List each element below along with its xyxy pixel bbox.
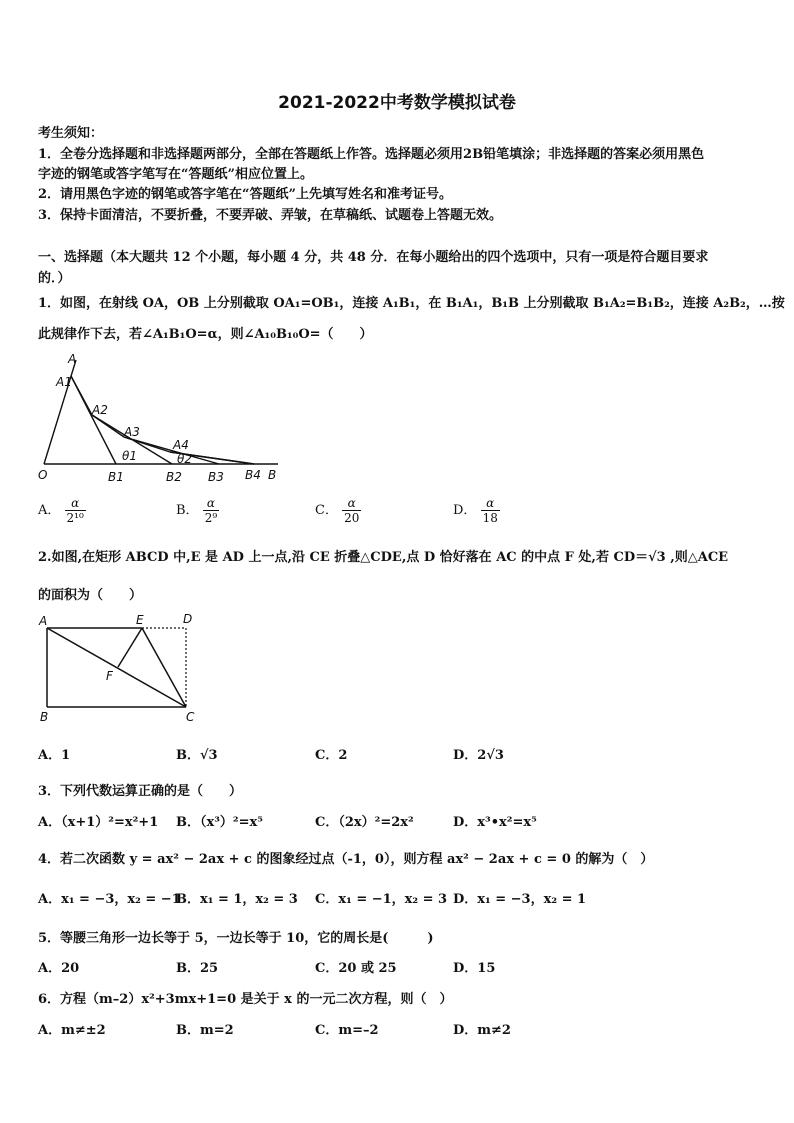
q1-options <box>38 496 758 532</box>
q1-figure <box>36 352 286 486</box>
q5-option-a[interactable]: A．20 <box>38 961 80 976</box>
q4-option-a[interactable]: A．x₁ = −3，x₂ = −1 <box>38 892 181 907</box>
option-fraction <box>481 496 500 525</box>
fraction-denominator: 2⁹ <box>204 511 218 525</box>
q1-stem: 1．如图，在射线 OA，OB 上分别截取 OA₁=OB₁，连接 A₁B₁，在 B₁A₁，B₁B 上分别截取 B₁A₂=B₁B₂，连接 A₂B₂，…按 <box>38 296 785 311</box>
q6-options <box>38 1019 758 1039</box>
q2-stem: 2.如图,在矩形 ABCD 中,E 是 AD 上一点,沿 CE 折叠△CDE,点 D 恰好落在 AC 的中点 F 处,若 CD＝√3 ,则△ACE <box>38 550 729 565</box>
q3-option-d[interactable]: D．x³•x²=x⁵ <box>453 815 537 830</box>
q6-option-b[interactable]: B．m=2 <box>176 1023 234 1038</box>
q1-option-d[interactable] <box>453 496 500 525</box>
page-title: 2021-2022中考数学模拟试卷 <box>278 93 516 113</box>
label-a: A <box>68 352 77 366</box>
q6-stem: 6．方程（m–2）x²+3mx+1=0 是关于 x 的一元二次方程，则（ ） <box>38 992 453 1007</box>
q1-stem: 此规律作下去，若∠A₁B₁O=α，则∠A₁₀B₁₀O=（ ） <box>38 327 373 342</box>
label-a2: A2 <box>92 403 108 417</box>
q6-option-d[interactable]: D．m≠2 <box>453 1023 511 1038</box>
q3-option-a[interactable]: A．（x+1）²=x²+1 <box>38 815 159 830</box>
label-o: O <box>38 468 48 482</box>
q6-option-a[interactable]: A．m≠±2 <box>38 1023 106 1038</box>
fraction-numerator: α <box>65 496 86 511</box>
q2-option-d[interactable]: D．2√3 <box>453 748 504 763</box>
label-a4: A4 <box>173 438 189 452</box>
option-letter: D． <box>453 503 477 518</box>
q4-stem: 4．若二次函数 y = ax² − 2ax + c 的图象经过点（-1，0），则方程 ax² − 2ax + c = 0 的解为（ ） <box>38 852 654 867</box>
option-letter: A． <box>38 503 61 518</box>
segment-ef <box>118 628 142 667</box>
label-d: D <box>183 612 193 626</box>
label-theta1: θ1 <box>122 449 137 463</box>
q2-options <box>38 744 758 764</box>
q1-option-c[interactable] <box>315 496 361 525</box>
label-b: B <box>40 710 49 724</box>
fraction-numerator: α <box>203 496 219 511</box>
q2-option-c[interactable]: C．2 <box>315 748 348 763</box>
q6-option-c[interactable]: C．m=–2 <box>315 1023 379 1038</box>
q1-option-b[interactable] <box>176 496 219 525</box>
option-fraction <box>342 496 361 525</box>
fraction-numerator: α <box>342 496 361 511</box>
label-a: A <box>39 614 48 628</box>
label-theta2: θ2 <box>177 452 192 466</box>
fraction-denominator: 18 <box>482 511 498 525</box>
option-letter: B． <box>176 503 199 518</box>
label-f: F <box>106 669 113 683</box>
segment-a1a2 <box>71 376 92 415</box>
notice-line: 2．请用黑色字迹的钢笔或答字笔在“答题纸”上先填写姓名和准考证号。 <box>38 187 453 202</box>
q1-option-a[interactable] <box>38 496 86 525</box>
label-b3: B3 <box>208 470 224 484</box>
notice-line: 1．全卷分选择题和非选择题两部分，全部在答题纸上作答。选择题必须用2B铅笔填涂；非选择题的答案必须用黑色 <box>38 147 705 162</box>
q4-options <box>38 888 758 908</box>
q2-stem: 的面积为（ ） <box>38 588 143 603</box>
segment-ac <box>47 628 186 707</box>
fraction-numerator: α <box>481 496 500 511</box>
label-b2: B2 <box>166 470 182 484</box>
label-a3: A3 <box>124 425 140 439</box>
label-e: E <box>136 613 144 627</box>
notice-line: 字迹的钢笔或答字笔写在“答题纸”相应位置上。 <box>38 167 313 182</box>
q3-option-c[interactable]: C．（2x）²=2x² <box>315 815 414 830</box>
option-fraction <box>203 496 219 525</box>
label-c: C <box>186 710 195 724</box>
q3-options <box>38 811 758 831</box>
label-b4: B4 <box>245 468 261 482</box>
fraction-denominator: 20 <box>344 511 360 525</box>
q3-stem: 3．下列代数运算正确的是（ ） <box>38 784 243 799</box>
q5-option-c[interactable]: C．20 或 25 <box>315 961 397 976</box>
label-a1: A1 <box>56 375 72 389</box>
section-heading: 一、选择题（本大题共 12 个小题，每小题 4 分，共 48 分．在每小题给出的四个选项中，只有一项是符合题目要求 <box>38 250 709 265</box>
notice-heading: 考生须知： <box>38 126 104 141</box>
label-b1: B1 <box>108 470 124 484</box>
q2-option-b[interactable]: B．√3 <box>176 748 218 763</box>
q5-option-d[interactable]: D．15 <box>453 961 496 976</box>
option-letter: C． <box>315 503 338 518</box>
q4-option-c[interactable]: C．x₁ = −1，x₂ = 3 <box>315 892 448 907</box>
option-fraction <box>65 496 86 525</box>
q2-option-a[interactable]: A．1 <box>38 748 71 763</box>
section-heading: 的．） <box>38 271 71 286</box>
fraction-denominator: 2¹⁰ <box>66 511 84 525</box>
q4-option-b[interactable]: B．x₁ = 1，x₂ = 3 <box>176 892 298 907</box>
q2-figure <box>36 610 206 726</box>
q5-stem: 5．等腰三角形一边长等于 5，一边长等于 10，它的周长是( ) <box>38 931 434 946</box>
q3-option-b[interactable]: B．（x³）²=x⁵ <box>176 815 263 830</box>
notice-line: 3．保持卡面清洁，不要折叠，不要弄破、弄皱，在草稿纸、试题卷上答题无效。 <box>38 208 503 223</box>
label-b: B <box>268 468 277 482</box>
q5-option-b[interactable]: B．25 <box>176 961 219 976</box>
q5-options <box>38 957 758 977</box>
q4-option-d[interactable]: D．x₁ = −3，x₂ = 1 <box>453 892 587 907</box>
